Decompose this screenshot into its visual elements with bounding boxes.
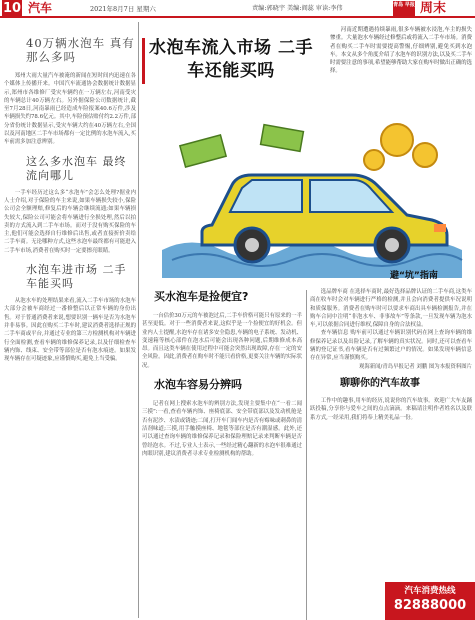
mid-body-1: 一台估价30万元的车被泡过后,二手车价格可能只有原来的一半甚至更低。对于一些消费者来说,这似乎是一个捡便宜的好机会。但业内人士提醒,水泡车存在诸多安全隐患,车辆的电子系统、发动机、变速箱等核心部件在泡水后可能会出现各种问题,后期维修成本高昂。而且这类车辆在使用过程中可能会突然出现故障,存在一定的安全风险。因此,消费者在购车时不能只看价格,更要关注车辆的实际状况。 [142,313,302,369]
main-headline: 水泡车流入市场 二手车还能买吗 [149,38,313,81]
section-brand: 周末 [420,1,447,16]
right-heading: 聊聊你的汽车故事 [340,377,420,389]
left-column [4,22,136,618]
editor-credits: 责编:郭晓宇 美编:阎蕊 审读:李伟 [252,5,343,12]
headline-block [142,22,320,97]
mid-body-2: 记者在网上搜索水泡车的辨别方法,发现主要集中在“一看二闻三摸”:一看,查看车辆内饰、座椅底部、安全带底部以及发动机舱是否有泥沙、水渍或锈迹;二闻,打开车门闻车内是否有霉味或刺鼻的清洁剂味道;三摸,用手触摸座椅、地毯等部位是否有潮湿感。此外,还可以通过查询车辆的维修保养记录和保险理赔记录来判断车辆是否曾经泡水。不过,专业人士表示,一些经过精心翻新的水泡车很难通过肉眼识别,建议消费者寻求专业检测机构的帮助。 [142,401,302,457]
right-column [310,288,472,620]
middle-column [142,290,302,620]
guide-label: 避“坑”指南 [390,271,438,281]
left-body-2: 一手车经历过这么多“水泡车”会怎么处理?据业内人士介绍,对于保险的车主来说,如果车辆损失较小,保险公司会全额理赔,修复后的车辆会继续流通;如果车辆损失较大,保险公司可能会将车辆进行全损处理,然后以拍卖的方式流入到二手车市场。而对于没有购买保险的车主,他们可能会选择自行维修后出售,或者直接折价卖给二手车商。无论哪种方式,这些水泡车最终都有可能进入二手车市场,消费者在购买时一定要擦亮眼睛。 [4,189,136,254]
page-number: 10 [2,1,22,16]
left-body-1: 郑州大雨大量汽车被淹的新闻在短时间内迅速在各个媒体上传播开来。中国汽车流通协会数据统计数据显示,郑州市各维修厂受灾车辆约在一万辆左右,河南受灾的车辆总计40万辆左右。另外据保险公司数据统计,截至7月28日,河南暴雨已经造成车险报案40.6万件,涉及车辆损失约78.6亿元。其中,车险预估赔付约2.2万件,部分省份统计数据显示,受灾车辆大约在40万辆左右,全国以及河南地区二手车市场都有一定比例的水泡车流入,买车前需多加注意辨别。 [4,73,136,146]
mid-heading-2: 水泡车容易分辨吗 [154,378,242,392]
mid-heading-1: 买水泡车是捡便宜? [154,290,249,303]
masthead-logo: 青岛 早报 [393,1,415,17]
left-heading-1: 40万辆水泡车 真有那么多吗 [26,36,135,64]
section-title: 汽车 [28,1,53,15]
hotline-banner [385,582,475,620]
left-heading-2: 这么多水泡车 最终流向哪儿 [26,154,127,182]
intro-text: 河南近期遭遇持续暴雨,很多车辆被水浸泡,车主的损失惨重。大量泡水车辆经过修整后或将流入二手车市场。消费者在购买二手车时需要提高警惕,仔细辨别,避免买到水泡车。本文从多个角度介绍了水泡车的识别方法,以及买二手车时需要注意的事项,希望能够帮助大家在购车时做出正确的选择。 [330,27,472,75]
right-body-1: 选品牌车商 在选择车商时,最好选择品牌认证的二手车商,这类车商在收车时会对车辆进行严格的检测,并且会向消费者提供车况说明和质保服务。消费者在购车时可以要求车商出具车辆检测报告,并在购车合同中注明“非泡水车、非事故车”等条款,一旦发现车辆为泡水车,可以依据合同进行维权,保障自身的合法权益。 [310,289,472,329]
byline: 观海新闻/青岛早报记者 刘鹏 图为本报资料图片 [358,363,472,370]
right-body-2: 查车辆信息 购车前可以通过车辆识别代码在网上查询车辆的维修保养记录以及出险记录,了解车辆的真实状况。同时,还可以查看车辆的登记证书,看车辆是否有过频繁过户的情况。如果发现车辆信息存在异常,应当谨慎购买。 [310,330,472,362]
column-divider [138,22,139,618]
flooded-car-illustration [142,100,472,280]
page-header [0,0,475,18]
hotline-number: 82888000 [393,598,467,613]
issue-date: 2021年8月7日 星期六 [90,5,156,13]
left-heading-3: 水泡车进市场 二手车能买吗 [26,263,127,291]
right-body-3: 工作中的趣事,用车的经历,说说你的汽车故事。欢迎广大车友踊跃投稿,分享你与爱车之间的点点滴滴。来稿请注明作者姓名以及联系方式,一经采用,我们将奉上精美礼品一份。 [310,397,472,421]
left-body-3: 从泡水车的处理结果来看,流入二手车市场的水泡车大部分会被车商经过一番修整后以正常车辆的身份出售。对于普通消费者来说,想要识别一辆车是否为水泡车并非易事。因此在购买二手车时,建议消费者选择正规的二手车商或平台,并通过专业的第三方检测机构对车辆进行全面检测,查看车辆的维修保养记录,以及仔细检查车辆内饰、线束、安全带等部位是否有泡水痕迹。如果发现车辆存在可疑迹象,应谨慎购买,避免上当受骗。 [4,298,136,363]
column-divider [306,290,307,620]
hotline-label: 汽车消费热线 [404,586,456,596]
